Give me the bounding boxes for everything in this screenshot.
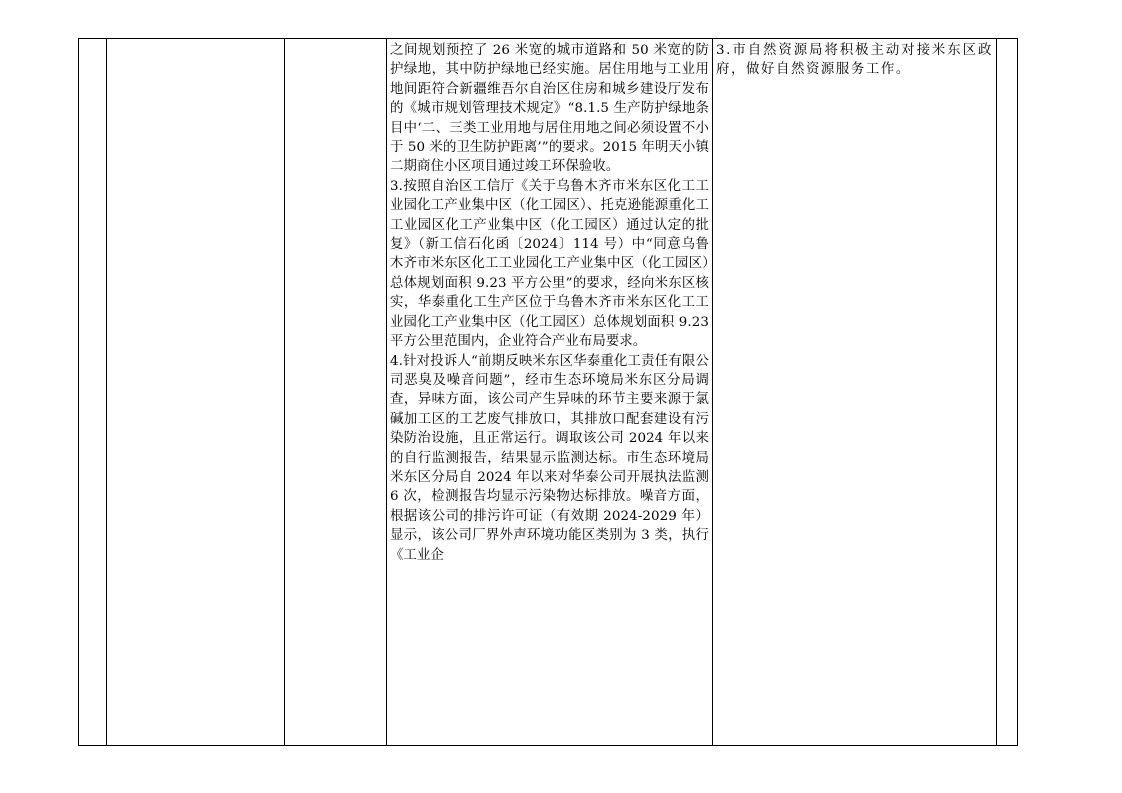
cell-location	[285, 39, 387, 746]
cell-complaint-content	[107, 39, 285, 746]
cell-index-text	[79, 39, 106, 41]
cell-investigation-result	[387, 39, 713, 746]
document-table	[78, 38, 1018, 746]
table-row	[79, 39, 1018, 746]
cell-remarks	[997, 39, 1018, 746]
investigation-paragraph-2: 3.按照自治区工信厅《关于乌鲁木齐市米东区化工工业园化工产业集中区（化工园区）、托克逊能源重化工工业园区化工产业集中区（化工园区）通过认定的批复》（新工信石化函〔2024〕114 号）中“同意乌鲁木齐市米东区化工工业园化工产业集中区（化工园区）总体规划面积 9.23 平方公里”的要求，经向米东区核实，华泰重化工生产区位于乌鲁木齐市米东区化工工业园化工产业集中区（化工园区）总体规划面积 9.23 平方公里范围内，企业符合产业布局要求。	[390, 178, 709, 350]
investigation-paragraph-3: 4.针对投诉人“前期反映米东区华泰重化工责任有限公司恶臭及噪音问题”，经市生态环境局米东区分局调查，异味方面，该公司产生异味的环节主要来源于氯碱加工区的工艺废气排放口，其排放口配套建设有污染防治设施，且正常运行。调取该公司 2024 年以来的自行监测报告，结果显示监测达标。市生态环境局米东区分局自 2024 年以来对华泰公司开展执法监测 6 次，检测报告均显示污染物达标排放。噪音方面，根据该公司的排污许可证（有效期 2024-2029 年）显示，该公司厂界外声环境功能区类别为 3 类，执行《工业企	[390, 353, 709, 563]
handling-measures-text: 3.市自然资源局将积极主动对接米东区政府，做好自然资源服务工作。	[716, 43, 993, 78]
cell-remarks-text	[997, 39, 1017, 41]
cell-complaint-text	[107, 39, 284, 41]
cell-index	[79, 39, 107, 746]
investigation-paragraph-1: 之间规划预控了 26 米宽的城市道路和 50 米宽的防护绿地，其中防护绿地已经实施。居住用地与工业用地间距符合新疆维吾尔自治区住房和城乡建设厅发布的《城市规划管理技术规定》“8.1.5 生产防护绿地条目中‘二、三类工业用地与居住用地之间必须设置不小于 50 米的卫生防护距离’”的要求。2015 年明天小镇二期商住小区项目通过竣工环保验收。	[390, 43, 709, 175]
cell-location-text	[285, 39, 386, 41]
cell-handling-measures	[713, 39, 997, 746]
investigation-text	[387, 39, 712, 565]
